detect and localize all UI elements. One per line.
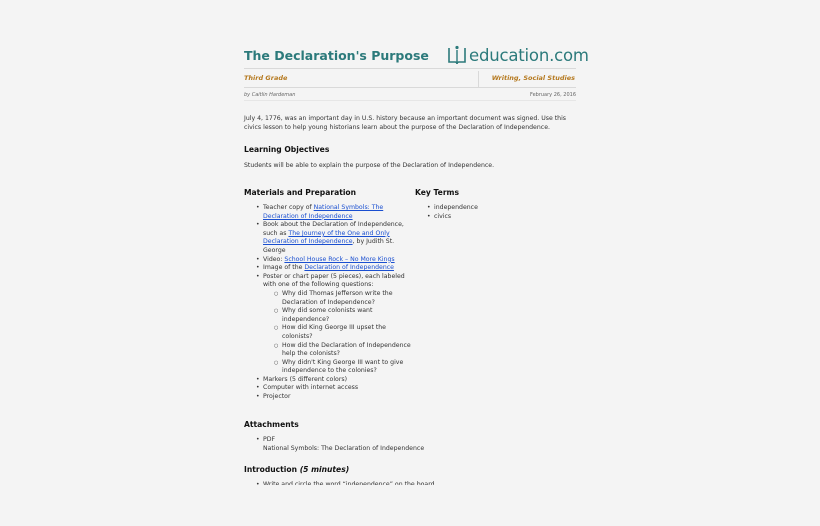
materials-list-container — [244, 204, 414, 402]
book-link[interactable]: The Journey of the One and Only Declaration of Independence — [263, 229, 390, 246]
list-item: • Projector — [244, 393, 414, 402]
attachments-container — [244, 436, 444, 453]
attachment-item[interactable] — [244, 436, 444, 453]
question-item: ○ Why did some colonists want independence? — [244, 307, 414, 324]
item-text: Image of the — [263, 264, 305, 272]
question-item: ○ Why did Thomas Jefferson write the Declaration of Independence? — [244, 290, 414, 307]
attachments-list — [244, 436, 444, 453]
author-byline: by Caitlin Hardeman — [244, 92, 296, 98]
introduction-heading — [244, 465, 349, 474]
attachment-name: National Symbols: The Declaration of Independence — [263, 444, 425, 452]
subjects-label: Writing, Social Studies — [491, 74, 575, 82]
key-terms-heading: Key Terms — [415, 188, 459, 197]
list-item — [244, 221, 414, 255]
question-item: ○ How did King George III upset the colonists? — [244, 324, 414, 341]
introduction-title: Introduction — [244, 465, 298, 474]
learning-objectives-heading: Learning Objectives — [244, 145, 330, 154]
education-logo[interactable] — [446, 44, 589, 66]
materials-heading: Materials and Preparation — [244, 188, 357, 197]
question-item: ○ Why didn't King George III want to give independence to the colonies? — [244, 359, 414, 376]
attachments-heading: Attachments — [244, 420, 299, 429]
list-item — [244, 256, 414, 265]
item-text: Video: — [263, 255, 285, 263]
list-item — [244, 204, 414, 221]
video-link[interactable]: School House Rock – No More Kings — [284, 255, 395, 263]
list-item: • Markers (5 different colors) — [244, 376, 414, 385]
intro-paragraph: July 4, 1776, was an important day in U.S. history because an important document was signed. Use this civics lesson to help young historians learn about the purpose of the Declaration of Independence. — [244, 115, 567, 131]
resource-link[interactable]: National Symbols: The Declaration of Independence — [263, 204, 384, 220]
key-term: • civics — [415, 213, 535, 222]
question-item: ○ How did the Declaration of Independence help the colonists? — [244, 342, 414, 359]
image-link[interactable]: Declaration of Independence — [304, 264, 394, 272]
header-divider — [244, 68, 576, 69]
publish-date: February 26, 2016 — [529, 92, 576, 98]
list-item — [244, 273, 414, 290]
meta-separator — [478, 71, 479, 87]
learning-objectives-text: Students will be able to explain the purpose of the Declaration of Independence. — [244, 162, 495, 169]
introduction-duration: (5 minutes) — [299, 465, 350, 474]
list-item: • Computer with internet access — [244, 384, 414, 393]
key-terms-list — [415, 204, 535, 221]
key-term: • independence — [415, 204, 535, 213]
item-text: Book about the Declaration of Independence, such as — [263, 221, 404, 237]
logo-text: education.com — [469, 45, 589, 65]
meta-divider — [244, 87, 576, 88]
key-terms-container — [415, 204, 535, 221]
item-text-suffix: , by Judith St. George — [263, 238, 395, 254]
page-cutoff — [0, 485, 820, 526]
book-logo-icon — [446, 44, 468, 66]
item-text: Poster or chart paper (5 pieces), each labeled with one of the following questions: — [263, 272, 405, 289]
attachment-type: PDF — [263, 436, 276, 443]
grade-label: Third Grade — [244, 74, 288, 82]
byline-divider — [244, 100, 576, 101]
item-text: Teacher copy of — [263, 204, 314, 211]
page-title: The Declaration's Purpose — [244, 48, 429, 63]
materials-list — [244, 204, 414, 402]
list-item — [244, 264, 414, 273]
